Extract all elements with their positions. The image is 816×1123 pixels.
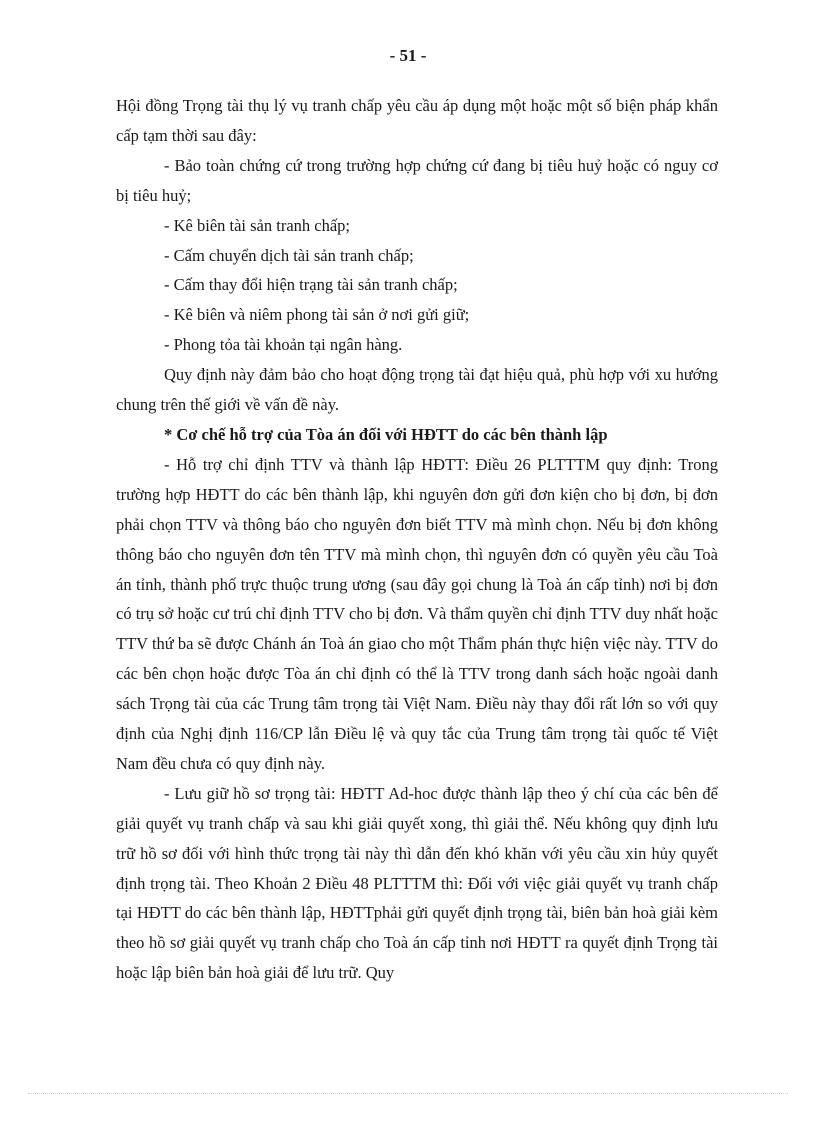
page-bottom-divider [28,1093,788,1094]
page-number: - 51 - [389,46,427,65]
paragraph-regulation-effect: Quy định này đảm bảo cho hoạt động trọng tài đạt hiệu quả, phù hợp với xu hướng chung trên thế giới về vấn đề này. [116,365,718,415]
list-item-freeze-account: - Phong tỏa tài khoản tại ngân hàng. [164,335,403,355]
list-item-seize-assets: - Kê biên tài sản tranh chấp; [164,215,351,235]
section-heading: * Cơ chế hỗ trợ của Tòa án đối với HĐTT do các bên thành lập [164,424,608,444]
list-item-seal-assets: - Kê biên và niêm phong tài sản ở nơi gửi giữ; [164,305,470,325]
list-item-preserve-evidence: - Bảo toàn chứng cứ trong trường hợp chứng cứ đang bị tiêu huỷ hoặc có nguy cơ bị tiêu huỷ; [116,155,718,205]
document-body [116,91,718,988]
paragraph-appoint-arbitrator: - Hỗ trợ chỉ định TTV và thành lập HĐTT: Điều 26 PLTTTM quy định: Trong trường hợp HĐTT do các bên thành lập, khi nguyên đơn gửi đơn kiện cho bị đơn, bị đơn phải chọn TTV và thông báo cho nguyên đơn biết TTV mà mình chọn. Nếu bị đơn không thông báo cho nguyên đơn tên TTV mà mình chọn, thì nguyên đơn có quyền yêu cầu Toà án tỉnh, thành phố trực thuộc trung ương (sau đây gọi chung là Toà án cấp tỉnh) nơi bị đơn có trụ sở hoặc cư trú chỉ định TTV cho bị đơn. Và thẩm quyền chỉ định TTV duy nhất hoặc TTV thứ ba sẽ được Chánh án Toà án giao cho một Thẩm phán thực hiện việc này. TTV do các bên chọn hoặc được Tòa án chỉ định có thể là TTV trong danh sách hoặc ngoài danh sách Trọng tài của các Trung tâm trọng tài Việt Nam. Điều này thay đổi rất lớn so với quy định của Nghị định 116/CP lẫn Điều lệ và quy tắc của Trung tâm trọng tài quốc tế Việt Nam đều chưa có quy định này. [116,454,718,773]
paragraph-intro: Hội đồng Trọng tài thụ lý vụ tranh chấp yêu cầu áp dụng một hoặc một số biện pháp khẩn cấp tạm thời sau đây: [116,96,718,145]
list-item-ban-change: - Cấm thay đổi hiện trạng tài sản tranh chấp; [164,275,458,295]
list-item-ban-transfer: - Cấm chuyển dịch tài sản tranh chấp; [164,245,414,265]
paragraph-archive-records: - Lưu giữ hồ sơ trọng tài: HĐTT Ad-hoc được thành lập theo ý chí của các bên để giải quyết vụ tranh chấp và sau khi giải quyết xong, thì giải thể. Nếu không quy định lưu trữ hồ sơ đối với hình thức trọng tài này thì dẫn đến khó khăn với yêu cầu xin hủy quyết định trọng tài. Theo Khoản 2 Điều 48 PLTTTM thì: Đối với việc giải quyết vụ tranh chấp tại HĐTT do các bên thành lập, HĐTTphải gửi quyết định trọng tài, biên bản hoà giải kèm theo hồ sơ giải quyết vụ tranh chấp cho Toà án cấp tỉnh nơi HĐTT ra quyết định Trọng tài hoặc lập biên bản hoà giải để lưu trữ. Quy [116,783,718,983]
